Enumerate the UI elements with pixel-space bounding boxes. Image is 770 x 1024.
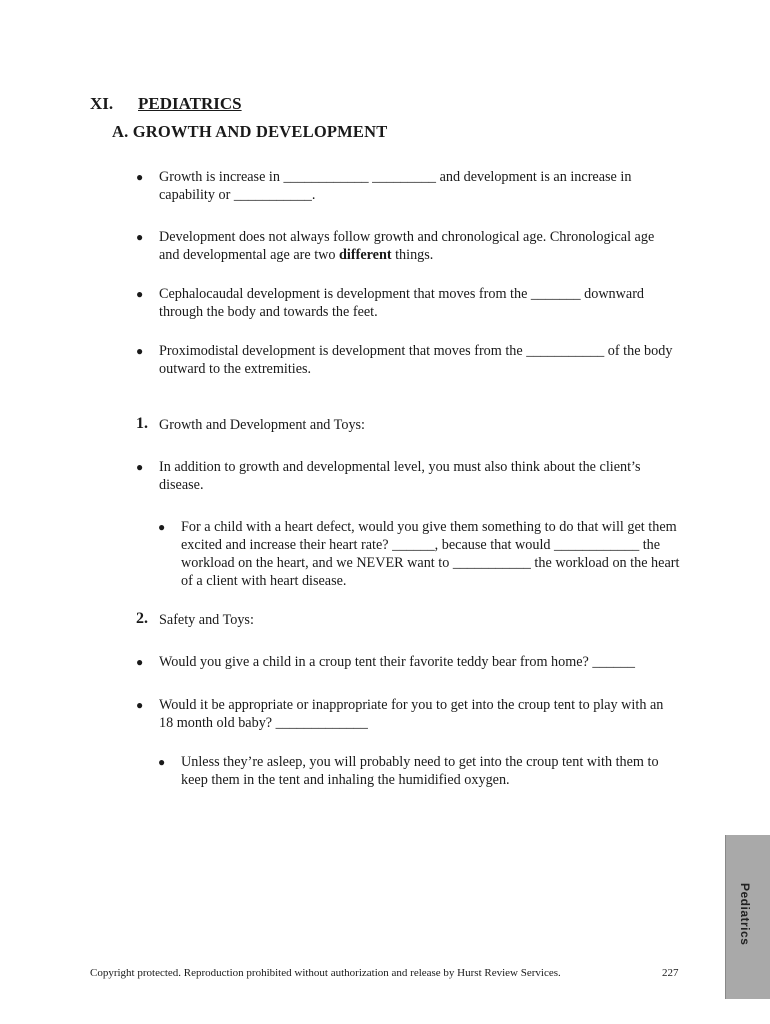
numbered-heading: Growth and Development and Toys:: [159, 417, 366, 433]
sub-list-item: For a child with a heart defect, would you give them something to do that will get them excited and increase their heart rate? ______, because that would ____________ the workload on the heart, and we NEVER want to ___________ the workload on the heart of a client with heart disease.: [181, 519, 680, 589]
subsection-title: A. GROWTH AND DEVELOPMENT: [112, 122, 388, 141]
bullet-icon: ●: [136, 230, 144, 244]
numbered-heading: Safety and Toys:: [159, 612, 254, 628]
list-item: In addition to growth and developmental level, you must also think about the client’s disease.: [159, 459, 641, 493]
item-number: 1.: [136, 415, 148, 432]
section-title: PEDIATRICS: [138, 94, 242, 113]
list-item: Proximodistal development is development that moves from the ___________ of the body outward to the extremities.: [159, 343, 673, 377]
bullet-icon: ●: [136, 287, 144, 301]
emphasis-text: different: [339, 247, 392, 263]
list-item: [159, 228, 669, 264]
list-item: Would it be appropriate or inappropriate for you to get into the croup tent to play with an 18 month old baby? _____________: [159, 697, 664, 731]
list-item: Cephalocaudal development is development that moves from the _______ downward through the body and towards the feet.: [159, 286, 645, 320]
bullet-icon: ●: [136, 344, 144, 358]
list-item-text: Development does not always follow growth and chronological age. Chronological age and developmental age are two: [159, 229, 655, 263]
section-number: XI.: [90, 94, 114, 113]
page-number: 227: [662, 967, 679, 979]
side-tab-label: Pediatrics: [738, 883, 752, 946]
bullet-icon: ●: [158, 520, 166, 534]
bullet-icon: ●: [136, 460, 144, 474]
bullet-icon: ●: [136, 170, 144, 184]
item-number: 2.: [136, 610, 148, 627]
list-item: Growth is increase in ____________ _________ and development is an increase in capability or ___________.: [159, 169, 632, 203]
bullet-icon: ●: [136, 655, 144, 669]
bullet-icon: ●: [136, 698, 144, 712]
side-tab: [725, 835, 770, 999]
list-item: Would you give a child in a croup tent their favorite teddy bear from home? ______: [159, 654, 635, 670]
footer-copyright: Copyright protected. Reproduction prohibited without authorization and release by Hurst Review Services.: [90, 967, 561, 979]
sub-list-item: Unless they’re asleep, you will probably need to get into the croup tent with them to keep them in the tent and inhaling the humidified oxygen.: [181, 754, 659, 788]
bullet-icon: ●: [158, 755, 166, 769]
list-item-text: things.: [391, 247, 434, 263]
